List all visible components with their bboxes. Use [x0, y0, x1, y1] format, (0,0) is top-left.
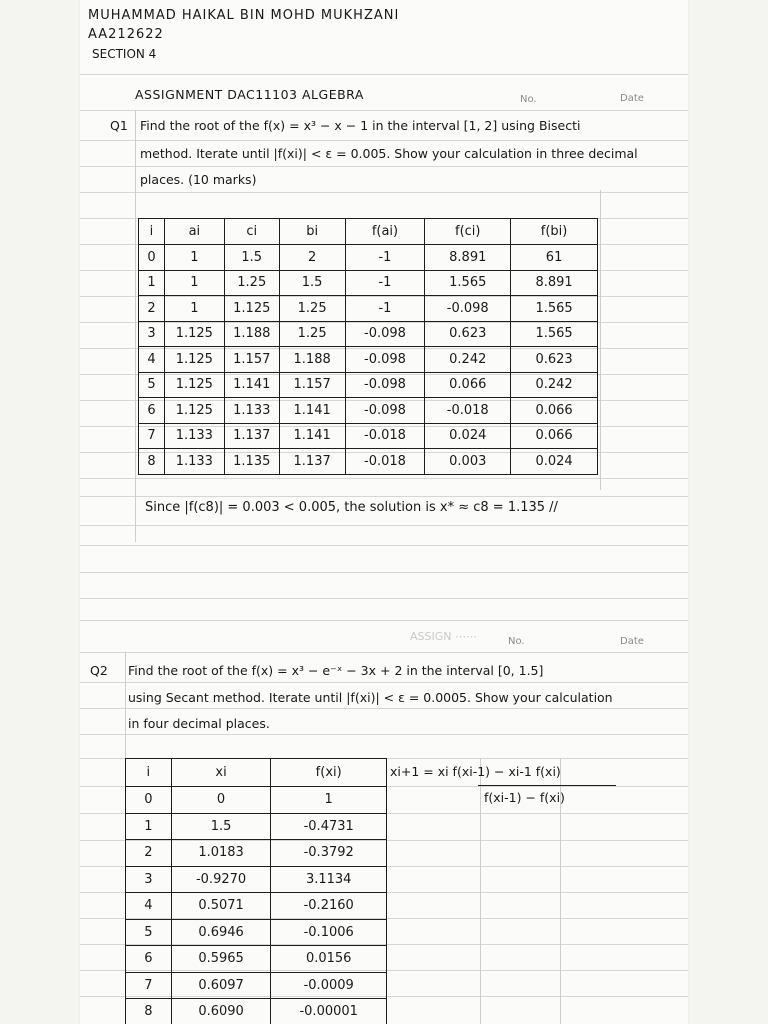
- q1-cell: 1.125: [224, 296, 279, 322]
- q1-cell: -0.098: [345, 321, 425, 347]
- q1-cell: 0.242: [511, 372, 598, 398]
- q1-cell: 1.141: [279, 398, 345, 424]
- q2-cell: 6: [126, 946, 172, 973]
- student-name: MUHAMMAD HAIKAL BIN MOHD MUKHZANI: [88, 8, 400, 23]
- q1-cell: -0.098: [425, 296, 511, 322]
- sheet-date-label-2: Date: [620, 636, 644, 647]
- q2-cell: -0.00001: [271, 999, 387, 1024]
- q1-cell: 2: [279, 245, 345, 271]
- q1-cell: 1.565: [511, 296, 598, 322]
- q1-cell: 1.133: [224, 398, 279, 424]
- q2-cell: 1: [126, 813, 172, 840]
- q1-cell: 1: [164, 296, 224, 322]
- q2-cell: 0.0156: [271, 946, 387, 973]
- q1-cell: 1: [164, 245, 224, 271]
- q2-table-row: [126, 866, 387, 893]
- q2-table-row: [126, 972, 387, 999]
- q1-line-1: Find the root of the f(x) = x³ − x − 1 in the interval [1, 2] using Bisecti: [140, 118, 581, 133]
- q1-header-cell: f(bi): [511, 219, 598, 245]
- q2-cell: 0.6946: [171, 919, 271, 946]
- q2-cell: 1.5: [171, 813, 271, 840]
- q1-table-row: [139, 245, 598, 271]
- q1-cell: 1: [164, 270, 224, 296]
- q1-cell: -0.018: [345, 449, 425, 475]
- q2-cell: 0: [171, 787, 271, 814]
- q2-table-row: [126, 813, 387, 840]
- q1-cell: 1.157: [224, 347, 279, 373]
- student-id: AA212622: [88, 27, 164, 42]
- q1-cell: 0.066: [511, 423, 598, 449]
- q1-table-row: [139, 423, 598, 449]
- q2-line-2: using Secant method. Iterate until |f(xi)| < ε = 0.0005. Show your calculation: [128, 690, 613, 705]
- q2-table-row: [126, 787, 387, 814]
- q1-cell: 4: [139, 347, 165, 373]
- q2-cell: 3: [126, 866, 172, 893]
- q1-label: Q1: [110, 118, 128, 133]
- q1-line-2: method. Iterate until |f(xi)| < ε = 0.005. Show your calculation in three decimal: [140, 146, 638, 161]
- q1-cell: -0.018: [425, 398, 511, 424]
- q1-cell: 1.125: [164, 372, 224, 398]
- q1-cell: 1.137: [279, 449, 345, 475]
- q1-header-cell: ci: [224, 219, 279, 245]
- q1-cell: 1.125: [164, 398, 224, 424]
- q2-cell: 0.5965: [171, 946, 271, 973]
- q2-header-cell: xi: [171, 759, 271, 787]
- q2-table-row: [126, 840, 387, 867]
- q1-cell: 0.623: [425, 321, 511, 347]
- sheet-no-label: No.: [520, 94, 537, 105]
- q1-cell: -0.098: [345, 372, 425, 398]
- q1-cell: 8: [139, 449, 165, 475]
- q2-cell: 0.6097: [171, 972, 271, 999]
- q1-conclusion: Since |f(c8)| = 0.003 < 0.005, the solution is x* ≈ c8 = 1.135 //: [145, 500, 558, 515]
- q2-cell: 5: [126, 919, 172, 946]
- secant-formula-numerator: xi+1 = xi f(xi-1) − xi-1 f(xi): [390, 764, 561, 779]
- q1-table-row: [139, 270, 598, 296]
- q2-cell: 8: [126, 999, 172, 1024]
- q1-table-row: [139, 296, 598, 322]
- q2-cell: 7: [126, 972, 172, 999]
- q2-table-row: [126, 893, 387, 920]
- q1-cell: -1: [345, 245, 425, 271]
- q1-cell: -0.098: [345, 398, 425, 424]
- q2-cell: 1: [271, 787, 387, 814]
- q2-cell: -0.1006: [271, 919, 387, 946]
- assignment-title: ASSIGNMENT DAC11103 ALGEBRA: [135, 87, 364, 102]
- q2-cell: 2: [126, 840, 172, 867]
- q1-cell: 1: [139, 270, 165, 296]
- q1-cell: 3: [139, 321, 165, 347]
- q1-cell: 1.135: [224, 449, 279, 475]
- q1-line-3: places. (10 marks): [140, 172, 257, 187]
- q1-cell: 1.5: [279, 270, 345, 296]
- q1-header-cell: f(ai): [345, 219, 425, 245]
- q2-header-cell: i: [126, 759, 172, 787]
- q2-cell: -0.3792: [271, 840, 387, 867]
- q2-table-row: [126, 999, 387, 1024]
- q1-cell: 8.891: [511, 270, 598, 296]
- q2-header-cell: f(xi): [271, 759, 387, 787]
- q1-cell: 1.141: [224, 372, 279, 398]
- notebook-page: [80, 0, 688, 1024]
- q2-line-1: Find the root of the f(x) = x³ − e⁻ˣ − 3x + 2 in the interval [0, 1.5]: [128, 663, 544, 678]
- q1-cell: 1.5: [224, 245, 279, 271]
- q2-label: Q2: [90, 663, 108, 678]
- q1-cell: 1.25: [224, 270, 279, 296]
- bleed-through-text: ASSIGN ⋯⋯: [410, 630, 477, 643]
- sheet-date-label: Date: [620, 93, 644, 104]
- q1-cell: 1.188: [224, 321, 279, 347]
- q1-table-row: [139, 347, 598, 373]
- fraction-bar: [478, 785, 616, 786]
- q1-cell: 0.066: [425, 372, 511, 398]
- q2-cell: 0: [126, 787, 172, 814]
- q1-cell: 1.157: [279, 372, 345, 398]
- q1-cell: 6: [139, 398, 165, 424]
- q1-cell: 1.141: [279, 423, 345, 449]
- q1-cell: 5: [139, 372, 165, 398]
- q1-header-cell: f(ci): [425, 219, 511, 245]
- q1-cell: 1.133: [164, 423, 224, 449]
- q1-cell: 1.137: [224, 423, 279, 449]
- sheet-no-label-2: No.: [508, 636, 525, 647]
- q1-table-row: [139, 398, 598, 424]
- q2-cell: -0.0009: [271, 972, 387, 999]
- q1-cell: 1.25: [279, 321, 345, 347]
- q1-header-cell: ai: [164, 219, 224, 245]
- q1-cell: 0.024: [511, 449, 598, 475]
- q1-cell: 0.003: [425, 449, 511, 475]
- q1-cell: 0.242: [425, 347, 511, 373]
- q2-cell: -0.4731: [271, 813, 387, 840]
- q2-line-3: in four decimal places.: [128, 716, 270, 731]
- q2-cell: -0.2160: [271, 893, 387, 920]
- bisection-table: [138, 218, 598, 475]
- q2-cell: 0.5071: [171, 893, 271, 920]
- q1-cell: 8.891: [425, 245, 511, 271]
- q2-table-row: [126, 919, 387, 946]
- q1-cell: 7: [139, 423, 165, 449]
- q1-cell: 1.25: [279, 296, 345, 322]
- q1-cell: 0.066: [511, 398, 598, 424]
- secant-table: [125, 758, 387, 1024]
- q1-cell: 1.125: [164, 347, 224, 373]
- q2-cell: 1.0183: [171, 840, 271, 867]
- q1-cell: 0: [139, 245, 165, 271]
- q1-cell: -1: [345, 296, 425, 322]
- q1-cell: 1.133: [164, 449, 224, 475]
- q1-header-cell: bi: [279, 219, 345, 245]
- q1-table-row: [139, 372, 598, 398]
- q2-table-row: [126, 946, 387, 973]
- q2-cell: 4: [126, 893, 172, 920]
- q1-cell: 0.623: [511, 347, 598, 373]
- q1-cell: 2: [139, 296, 165, 322]
- q2-cell: 3.1134: [271, 866, 387, 893]
- q1-cell: 1.565: [425, 270, 511, 296]
- q1-cell: 1.125: [164, 321, 224, 347]
- q1-header-cell: i: [139, 219, 165, 245]
- q1-cell: 1.188: [279, 347, 345, 373]
- q2-cell: -0.9270: [171, 866, 271, 893]
- q1-cell: 61: [511, 245, 598, 271]
- q1-cell: -0.098: [345, 347, 425, 373]
- q1-cell: 0.024: [425, 423, 511, 449]
- section-label: SECTION 4: [92, 47, 157, 61]
- q1-cell: -1: [345, 270, 425, 296]
- q1-table-row: [139, 449, 598, 475]
- q1-table-row: [139, 321, 598, 347]
- q2-cell: 0.6090: [171, 999, 271, 1024]
- q1-cell: 1.565: [511, 321, 598, 347]
- secant-formula-denominator: f(xi-1) − f(xi): [484, 790, 565, 805]
- q1-cell: -0.018: [345, 423, 425, 449]
